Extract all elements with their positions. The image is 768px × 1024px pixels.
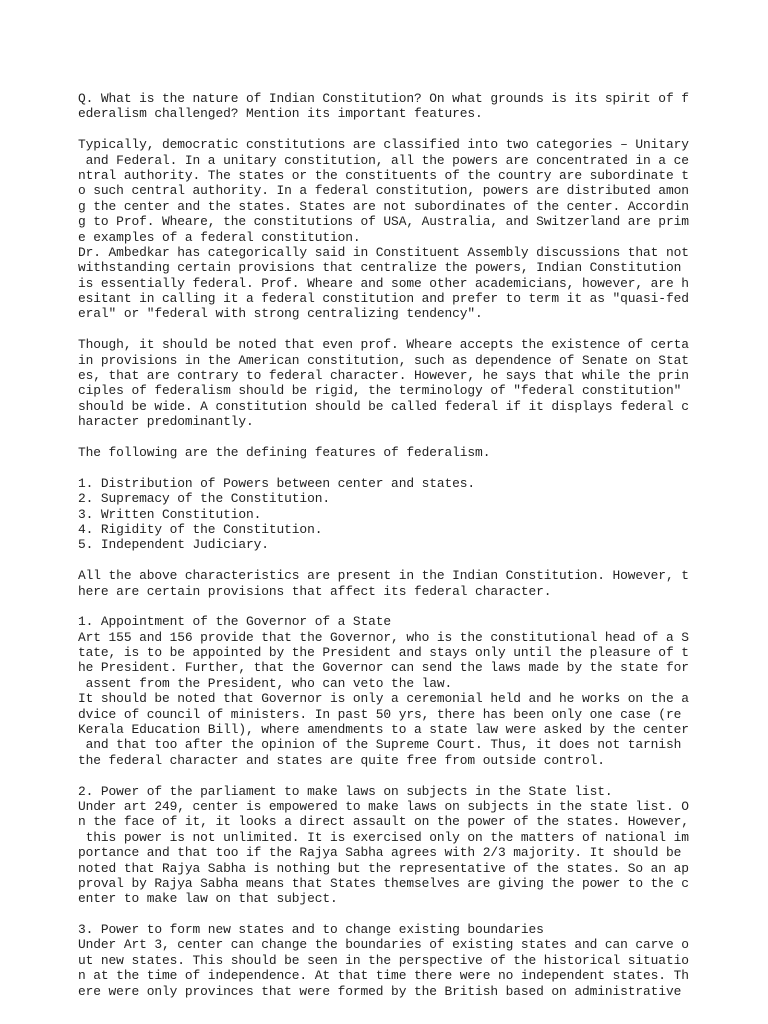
text-line: assent from the President, who can veto the law. [78, 675, 453, 691]
text-line: Art 155 and 156 provide that the Governor, who is the constitutional head of a S [78, 629, 689, 645]
text-line: haracter predominantly. [78, 414, 254, 430]
section-heading: 1. Appointment of the Governor of a State [78, 614, 392, 630]
text-line: ut new states. This should be seen in the perspective of the historical situatio [78, 952, 689, 968]
text-line: this power is not unlimited. It is exercised only on the matters of national im [78, 829, 689, 845]
list-item: 5. Independent Judiciary. [78, 537, 269, 553]
text-line: noted that Rajya Sabha is nothing but the representative of the states. So an ap [78, 860, 689, 876]
text-line: Q. What is the nature of Indian Constitution? On what grounds is its spirit of f [78, 91, 689, 106]
text-line: It should be noted that Governor is only a ceremonial held and he works on the a [78, 691, 689, 707]
list-item: 2. Supremacy of the Constitution. [78, 491, 330, 507]
text-line: n the face of it, it looks a direct assault on the power of the states. However, [78, 814, 689, 830]
features-intro-paragraph [78, 445, 698, 460]
list-item: 4. Rigidity of the Constitution. [78, 521, 323, 537]
text-line: o such central authority. In a federal constitution, powers are distributed amon [78, 183, 689, 199]
text-line: ere were only provinces that were formed by the British based on administrative [78, 983, 682, 999]
governor-section [78, 614, 698, 768]
text-line: portance and that too if the Rajya Sabha agrees with 2/3 majority. It should be [78, 845, 682, 861]
text-line: eral" or "federal with strong centralizing tendency". [78, 306, 483, 322]
text-line: es, that are contrary to federal character. However, he says that while the prin [78, 368, 689, 384]
list-item: 3. Written Constitution. [78, 506, 262, 522]
text-line: the federal character and states are quite free from outside control. [78, 752, 605, 768]
text-line: and that too after the opinion of the Supreme Court. Thus, it does not tarnish [78, 737, 682, 753]
text-line: is essentially federal. Prof. Wheare and some other academicians, however, are h [78, 275, 689, 291]
text-line: Under art 249, center is empowered to make laws on subjects in the state list. O [78, 798, 689, 814]
text-line: e examples of a federal constitution. [78, 229, 361, 245]
text-line: Though, it should be noted that even prof. Wheare accepts the existence of certa [78, 337, 689, 353]
text-line: Under Art 3, center can change the boundaries of existing states and can carve o [78, 937, 689, 953]
text-line: dvice of council of ministers. In past 50 yrs, there has been only one case (re [78, 706, 682, 722]
text-line: n at the time of independence. At that time there were no independent states. Th [78, 968, 689, 984]
section-heading: 2. Power of the parliament to make laws on subjects in the State list. [78, 783, 613, 799]
text-line: enter to make law on that subject. [78, 891, 338, 907]
text-line: here are certain provisions that affect its federal character. [78, 583, 552, 599]
text-line: in provisions in the American constitution, such as dependence of Senate on Stat [78, 352, 689, 368]
text-line: ciples of federalism should be rigid, the terminology of "federal constitution" [78, 383, 682, 399]
text-line: ntral authority. The states or the constituents of the country are subordinate t [78, 167, 689, 183]
text-line: All the above characteristics are present in the Indian Constitution. However, t [78, 568, 689, 584]
text-line: he President. Further, that the Governor can send the laws made by the state for [78, 660, 689, 676]
new-states-section [78, 922, 698, 999]
text-line: tate, is to be appointed by the President and stays only until the pleasure of t [78, 645, 689, 661]
features-list [78, 476, 698, 553]
list-item: 1. Distribution of Powers between center and states. [78, 475, 476, 491]
text-line: Dr. Ambedkar has categorically said in Constituent Assembly discussions that not [78, 244, 689, 260]
text-line: esitant in calling it a federal constitution and prefer to term it as "quasi-fed [78, 291, 689, 307]
document-page [78, 91, 698, 1014]
text-line: ederalism challenged? Mention its important features. [78, 106, 483, 122]
text-line: proval by Rajya Sabha means that States themselves are giving the power to the c [78, 875, 689, 891]
characteristics-paragraph [78, 568, 698, 599]
parliament-section [78, 784, 698, 907]
wheare-paragraph [78, 337, 698, 429]
question-paragraph [78, 91, 698, 122]
text-line: g to Prof. Wheare, the constitutions of USA, Australia, and Switzerland are prim [78, 214, 689, 230]
text-line: Typically, democratic constitutions are classified into two categories – Unitary [78, 137, 689, 153]
text-line: g the center and the states. States are not subordinates of the center. Accordin [78, 198, 689, 214]
text-line: and Federal. In a unitary constitution, all the powers are concentrated in a ce [78, 152, 689, 168]
text-line: The following are the defining features of federalism. [78, 444, 491, 460]
section-heading: 3. Power to form new states and to change existing boundaries [78, 922, 544, 938]
intro-paragraph [78, 137, 698, 322]
text-line: withstanding certain provisions that centralize the powers, Indian Constitution [78, 260, 682, 276]
text-line: should be wide. A constitution should be called federal if it displays federal c [78, 398, 689, 414]
text-line: Kerala Education Bill), where amendments to a state law were asked by the center [78, 722, 689, 738]
